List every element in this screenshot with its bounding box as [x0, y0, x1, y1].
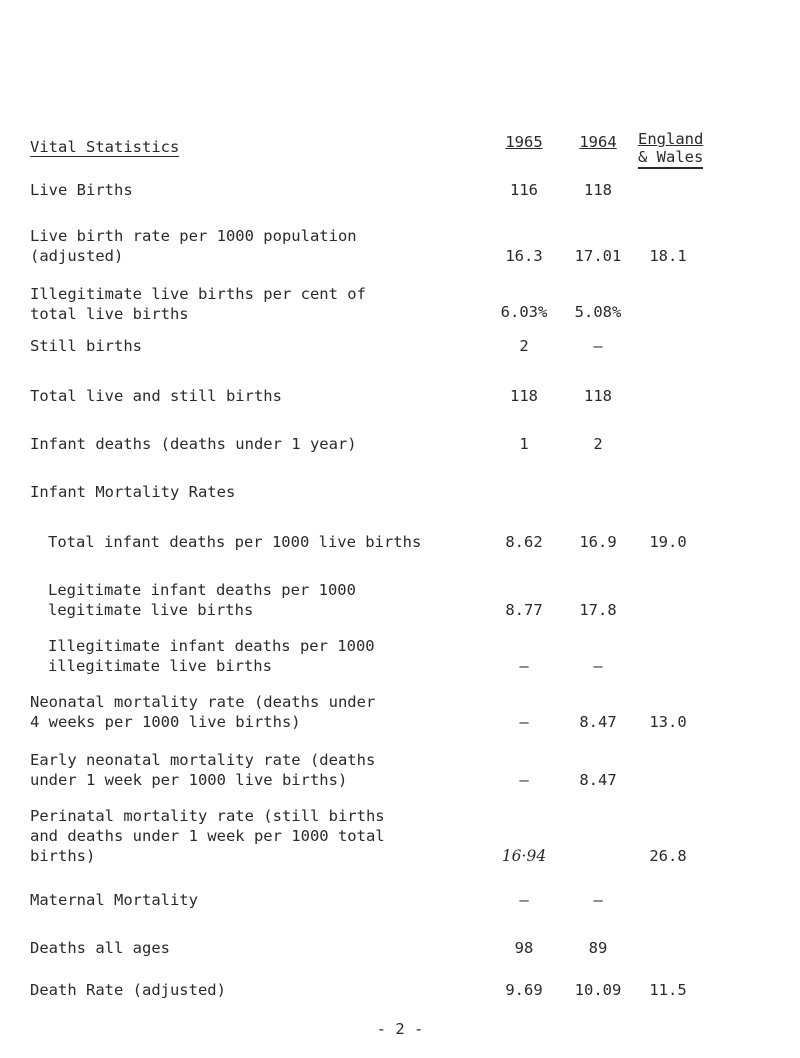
row-label: Infant deaths (deaths under 1 year): [30, 435, 357, 453]
row-label: Illegitimate live births per cent of total live births: [30, 285, 366, 323]
value-1965: –: [519, 891, 529, 909]
column-header-1964: 1964: [579, 133, 617, 151]
value-1965: 16.3: [505, 247, 543, 265]
value-1965: 98: [514, 939, 534, 957]
row-label: Neonatal mortality rate (deaths under 4 weeks per 1000 live births): [30, 693, 376, 731]
value-england-wales: 19.0: [649, 533, 687, 551]
value-england-wales: 11.5: [649, 981, 687, 999]
value-1964: 89: [588, 939, 608, 957]
row-label: Death Rate (adjusted): [30, 981, 226, 999]
value-1964: 8.47: [579, 771, 617, 789]
value-1964: 17.8: [579, 601, 617, 619]
row-label: Total live and still births: [30, 387, 282, 405]
value-1965: 118: [510, 387, 538, 405]
column-header-1965: 1965: [505, 133, 543, 151]
value-1965: 9.69: [505, 981, 543, 999]
row-label: Live birth rate per 1000 population (adjusted): [30, 227, 357, 265]
value-1965: –: [519, 657, 529, 675]
value-1965: 8.77: [505, 601, 543, 619]
value-1964: 16.9: [579, 533, 617, 551]
value-1965-handwritten: 16·94: [501, 847, 547, 865]
page-title: Vital Statistics: [30, 138, 180, 156]
section-heading: Infant Mortality Rates: [30, 483, 236, 501]
value-england-wales: 26.8: [649, 847, 687, 865]
row-label: Illegitimate infant deaths per 1000 illegitimate live births: [48, 637, 375, 675]
value-1964: 118: [584, 387, 612, 405]
value-1965: 6.03%: [500, 303, 548, 321]
row-label: Perinatal mortality rate (still births and deaths under 1 week per 1000 total births): [30, 807, 385, 865]
value-england-wales: 13.0: [649, 713, 687, 731]
value-1964: 118: [584, 181, 612, 199]
value-1964: 2: [593, 435, 603, 453]
value-1964: –: [593, 891, 603, 909]
value-1965: 116: [510, 181, 538, 199]
column-header-england: England: [638, 130, 704, 148]
column-header-wales: & Wales: [638, 148, 703, 169]
value-1964: 10.09: [574, 981, 622, 999]
value-1964: –: [593, 337, 603, 355]
value-1965: –: [519, 713, 529, 731]
column-header-england-wales: [638, 130, 703, 169]
value-1965: 1: [519, 435, 529, 453]
row-label: Live Births: [30, 181, 133, 199]
value-england-wales: 18.1: [649, 247, 687, 265]
row-label: Legitimate infant deaths per 1000 legitimate live births: [48, 581, 356, 619]
row-label: Early neonatal mortality rate (deaths under 1 week per 1000 live births): [30, 751, 376, 789]
row-label: Total infant deaths per 1000 live births: [48, 533, 422, 551]
value-1964: 17.01: [574, 247, 622, 265]
value-1964: 8.47: [579, 713, 617, 731]
row-label: Still births: [30, 337, 142, 355]
page-number: - 2 -: [376, 1020, 424, 1038]
row-label: Maternal Mortality: [30, 891, 198, 909]
value-1964: 5.08%: [574, 303, 622, 321]
value-1965: –: [519, 771, 529, 789]
value-1965: 8.62: [505, 533, 543, 551]
value-1965: 2: [519, 337, 529, 355]
value-1964: –: [593, 657, 603, 675]
row-label: Deaths all ages: [30, 939, 170, 957]
